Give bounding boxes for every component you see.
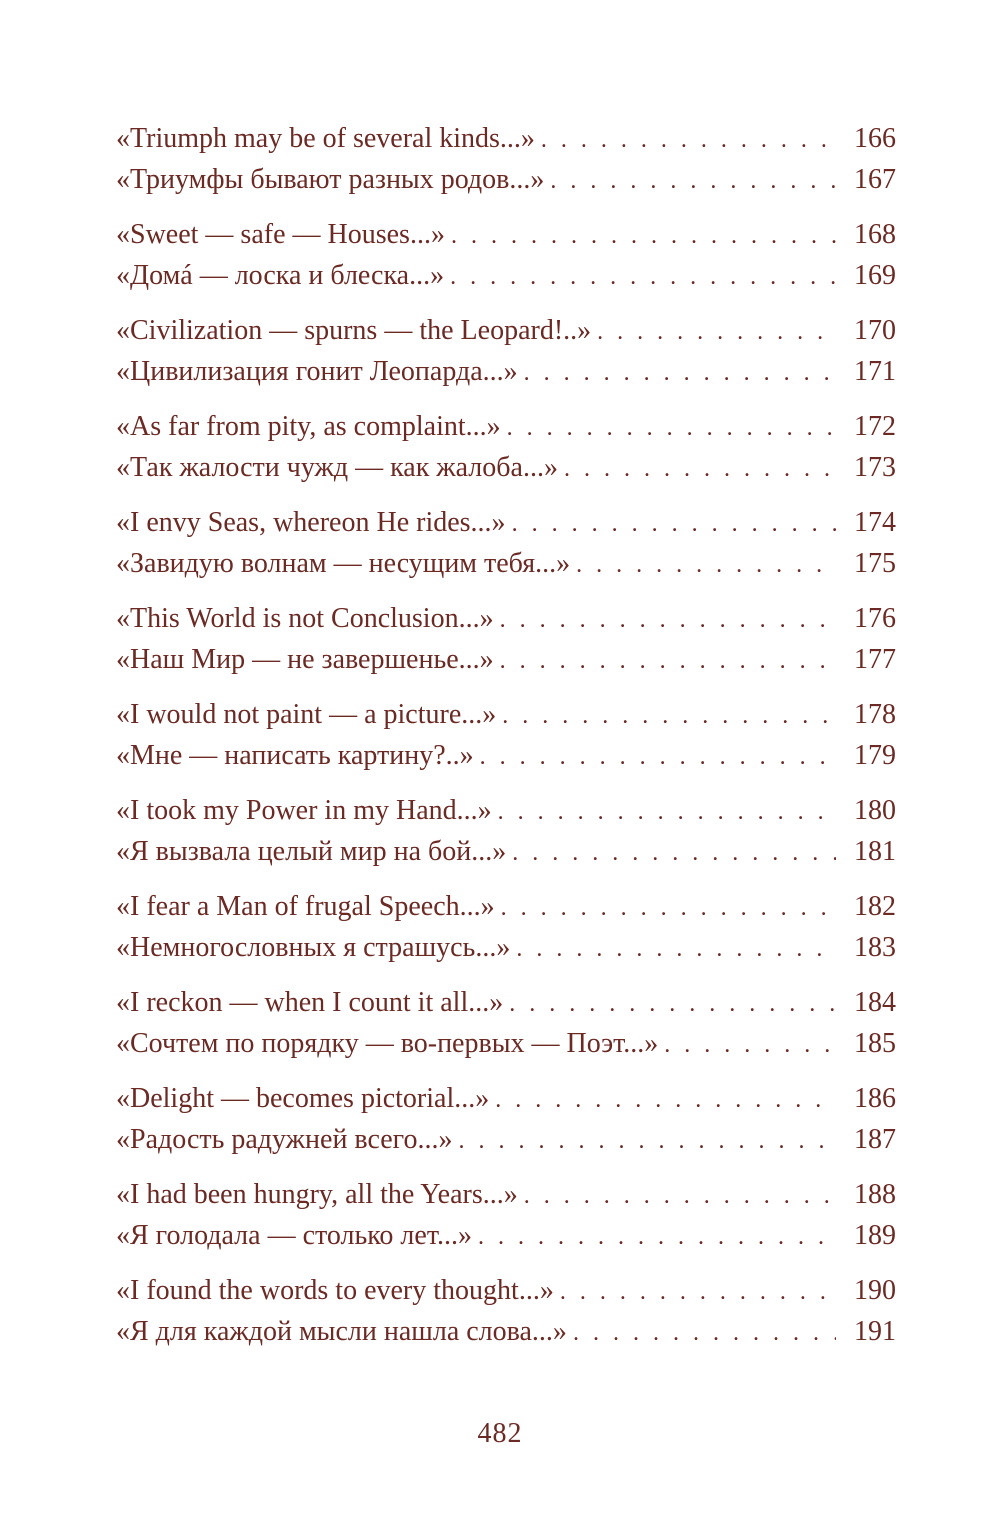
toc-entry-title: «I fear a Man of frugal Speech...» [116, 886, 501, 927]
toc-entry-pair [116, 310, 896, 406]
dot-leader [524, 1176, 836, 1217]
toc-entry-page: 184 [854, 987, 896, 1018]
dot-leader [550, 161, 836, 202]
dot-leader [509, 984, 836, 1025]
toc-entry-translation[interactable] [116, 831, 896, 872]
toc-entry-page: 178 [854, 699, 896, 730]
toc-entry-translation[interactable] [116, 351, 896, 392]
toc-entry-original[interactable] [116, 886, 896, 927]
toc-entry-pair [116, 406, 896, 502]
toc-entry-translation[interactable] [116, 735, 896, 776]
toc-entry-page: 186 [854, 1083, 896, 1114]
toc-entry-page: 175 [854, 548, 896, 579]
toc-entry-page: 176 [854, 603, 896, 634]
dot-leader [478, 1217, 836, 1258]
toc-entry-original[interactable] [116, 1270, 896, 1311]
toc-entry-original[interactable] [116, 214, 896, 255]
dot-leader [500, 600, 836, 641]
toc-entry-title: «Я вызвала целый мир на бой...» [116, 831, 512, 872]
toc-entry-translation[interactable] [116, 927, 896, 968]
toc-entry-page: 179 [854, 740, 896, 771]
dot-leader [512, 504, 836, 545]
toc-entry-title: «Мне — написать картину?..» [116, 735, 480, 776]
dot-leader [524, 353, 836, 394]
table-of-contents [116, 118, 896, 1366]
toc-entry-title: «Я голодала — столько лет...» [116, 1215, 478, 1256]
toc-entry-pair [116, 694, 896, 790]
dot-leader [573, 1313, 836, 1354]
toc-entry-title: «I would not paint — a picture...» [116, 694, 502, 735]
dot-leader [500, 641, 836, 682]
toc-entry-translation[interactable] [116, 1215, 896, 1256]
toc-entry-pair [116, 118, 896, 214]
toc-entry-title: «Немногословных я страшусь...» [116, 927, 516, 968]
toc-entry-pair [116, 982, 896, 1078]
toc-entry-original[interactable] [116, 118, 896, 159]
dot-leader [502, 696, 836, 737]
toc-entry-translation[interactable] [116, 1311, 896, 1352]
toc-entry-page: 172 [854, 411, 896, 442]
toc-entry-page: 170 [854, 315, 896, 346]
toc-entry-title: «Я для каждой мысли нашла слова...» [116, 1311, 573, 1352]
toc-entry-page: 189 [854, 1220, 896, 1251]
toc-entry-page: 187 [854, 1124, 896, 1155]
toc-entry-title: «Triumph may be of several kinds...» [116, 118, 541, 159]
toc-entry-page: 188 [854, 1179, 896, 1210]
dot-leader [450, 257, 836, 298]
toc-entry-translation[interactable] [116, 1119, 896, 1160]
toc-entry-title: «Наш Мир — не завершенье...» [116, 639, 500, 680]
dot-leader [516, 929, 836, 970]
dot-leader [564, 449, 836, 490]
toc-entry-pair [116, 598, 896, 694]
dot-leader [512, 833, 836, 874]
toc-entry-page: 181 [854, 836, 896, 867]
toc-entry-original[interactable] [116, 502, 896, 543]
dot-leader [664, 1025, 836, 1066]
toc-entry-pair [116, 886, 896, 982]
dot-leader [458, 1121, 836, 1162]
toc-entry-original[interactable] [116, 790, 896, 831]
toc-entry-page: 183 [854, 932, 896, 963]
dot-leader [480, 737, 836, 778]
dot-leader [451, 216, 836, 257]
toc-entry-translation[interactable] [116, 543, 896, 584]
toc-entry-title: «I took my Power in my Hand...» [116, 790, 498, 831]
toc-entry-page: 171 [854, 356, 896, 387]
dot-leader [498, 792, 836, 833]
toc-entry-page: 167 [854, 164, 896, 195]
toc-entry-pair [116, 214, 896, 310]
toc-entry-title: «Сочтем по порядку — во-первых — Поэт...» [116, 1023, 664, 1064]
dot-leader [541, 120, 836, 161]
toc-entry-title: «Цивилизация гонит Леопарда...» [116, 351, 524, 392]
toc-entry-title: «This World is not Conclusion...» [116, 598, 500, 639]
page-number: 482 [477, 1418, 523, 1449]
toc-entry-original[interactable] [116, 406, 896, 447]
toc-entry-page: 169 [854, 260, 896, 291]
toc-entry-page: 173 [854, 452, 896, 483]
toc-entry-translation[interactable] [116, 255, 896, 296]
toc-entry-title: «Триумфы бывают разных родов...» [116, 159, 550, 200]
toc-entry-title: «Delight — becomes pictorial...» [116, 1078, 495, 1119]
toc-entry-page: 182 [854, 891, 896, 922]
toc-entry-page: 166 [854, 123, 896, 154]
toc-entry-translation[interactable] [116, 639, 896, 680]
toc-entry-pair [116, 1174, 896, 1270]
toc-entry-pair [116, 502, 896, 598]
toc-entry-page: 191 [854, 1316, 896, 1347]
toc-entry-original[interactable] [116, 310, 896, 351]
toc-entry-page: 168 [854, 219, 896, 250]
dot-leader [501, 888, 836, 929]
toc-entry-title: «As far from pity, as complaint...» [116, 406, 507, 447]
toc-entry-pair [116, 1270, 896, 1366]
toc-entry-title: «Домá — лоска и блеска...» [116, 255, 450, 296]
toc-entry-original[interactable] [116, 598, 896, 639]
toc-entry-original[interactable] [116, 1078, 896, 1119]
dot-leader [597, 312, 836, 353]
toc-entry-original[interactable] [116, 694, 896, 735]
toc-entry-page: 174 [854, 507, 896, 538]
toc-entry-translation[interactable] [116, 159, 896, 200]
toc-entry-original[interactable] [116, 1174, 896, 1215]
toc-entry-page: 190 [854, 1275, 896, 1306]
dot-leader [560, 1272, 836, 1313]
dot-leader [495, 1080, 836, 1121]
toc-entry-title: «I reckon — when I count it all...» [116, 982, 509, 1023]
toc-entry-page: 180 [854, 795, 896, 826]
toc-entry-page: 185 [854, 1028, 896, 1059]
toc-entry-title: «Так жалости чужд — как жалоба...» [116, 447, 564, 488]
toc-entry-page: 177 [854, 644, 896, 675]
toc-entry-original[interactable] [116, 982, 896, 1023]
toc-entry-translation[interactable] [116, 1023, 896, 1064]
dot-leader [576, 545, 836, 586]
toc-entry-title: «I envy Seas, whereon He rides...» [116, 502, 512, 543]
toc-entry-title: «Sweet — safe — Houses...» [116, 214, 451, 255]
toc-entry-title: «Радость радужней всего...» [116, 1119, 458, 1160]
toc-entry-title: «Завидую волнам — несущим тебя...» [116, 543, 576, 584]
toc-entry-pair [116, 1078, 896, 1174]
dot-leader [507, 408, 836, 449]
toc-entry-title: «I found the words to every thought...» [116, 1270, 560, 1311]
toc-entry-title: «I had been hungry, all the Years...» [116, 1174, 524, 1215]
toc-entry-pair [116, 790, 896, 886]
toc-entry-translation[interactable] [116, 447, 896, 488]
toc-entry-title: «Civilization — spurns — the Leopard!..» [116, 310, 597, 351]
